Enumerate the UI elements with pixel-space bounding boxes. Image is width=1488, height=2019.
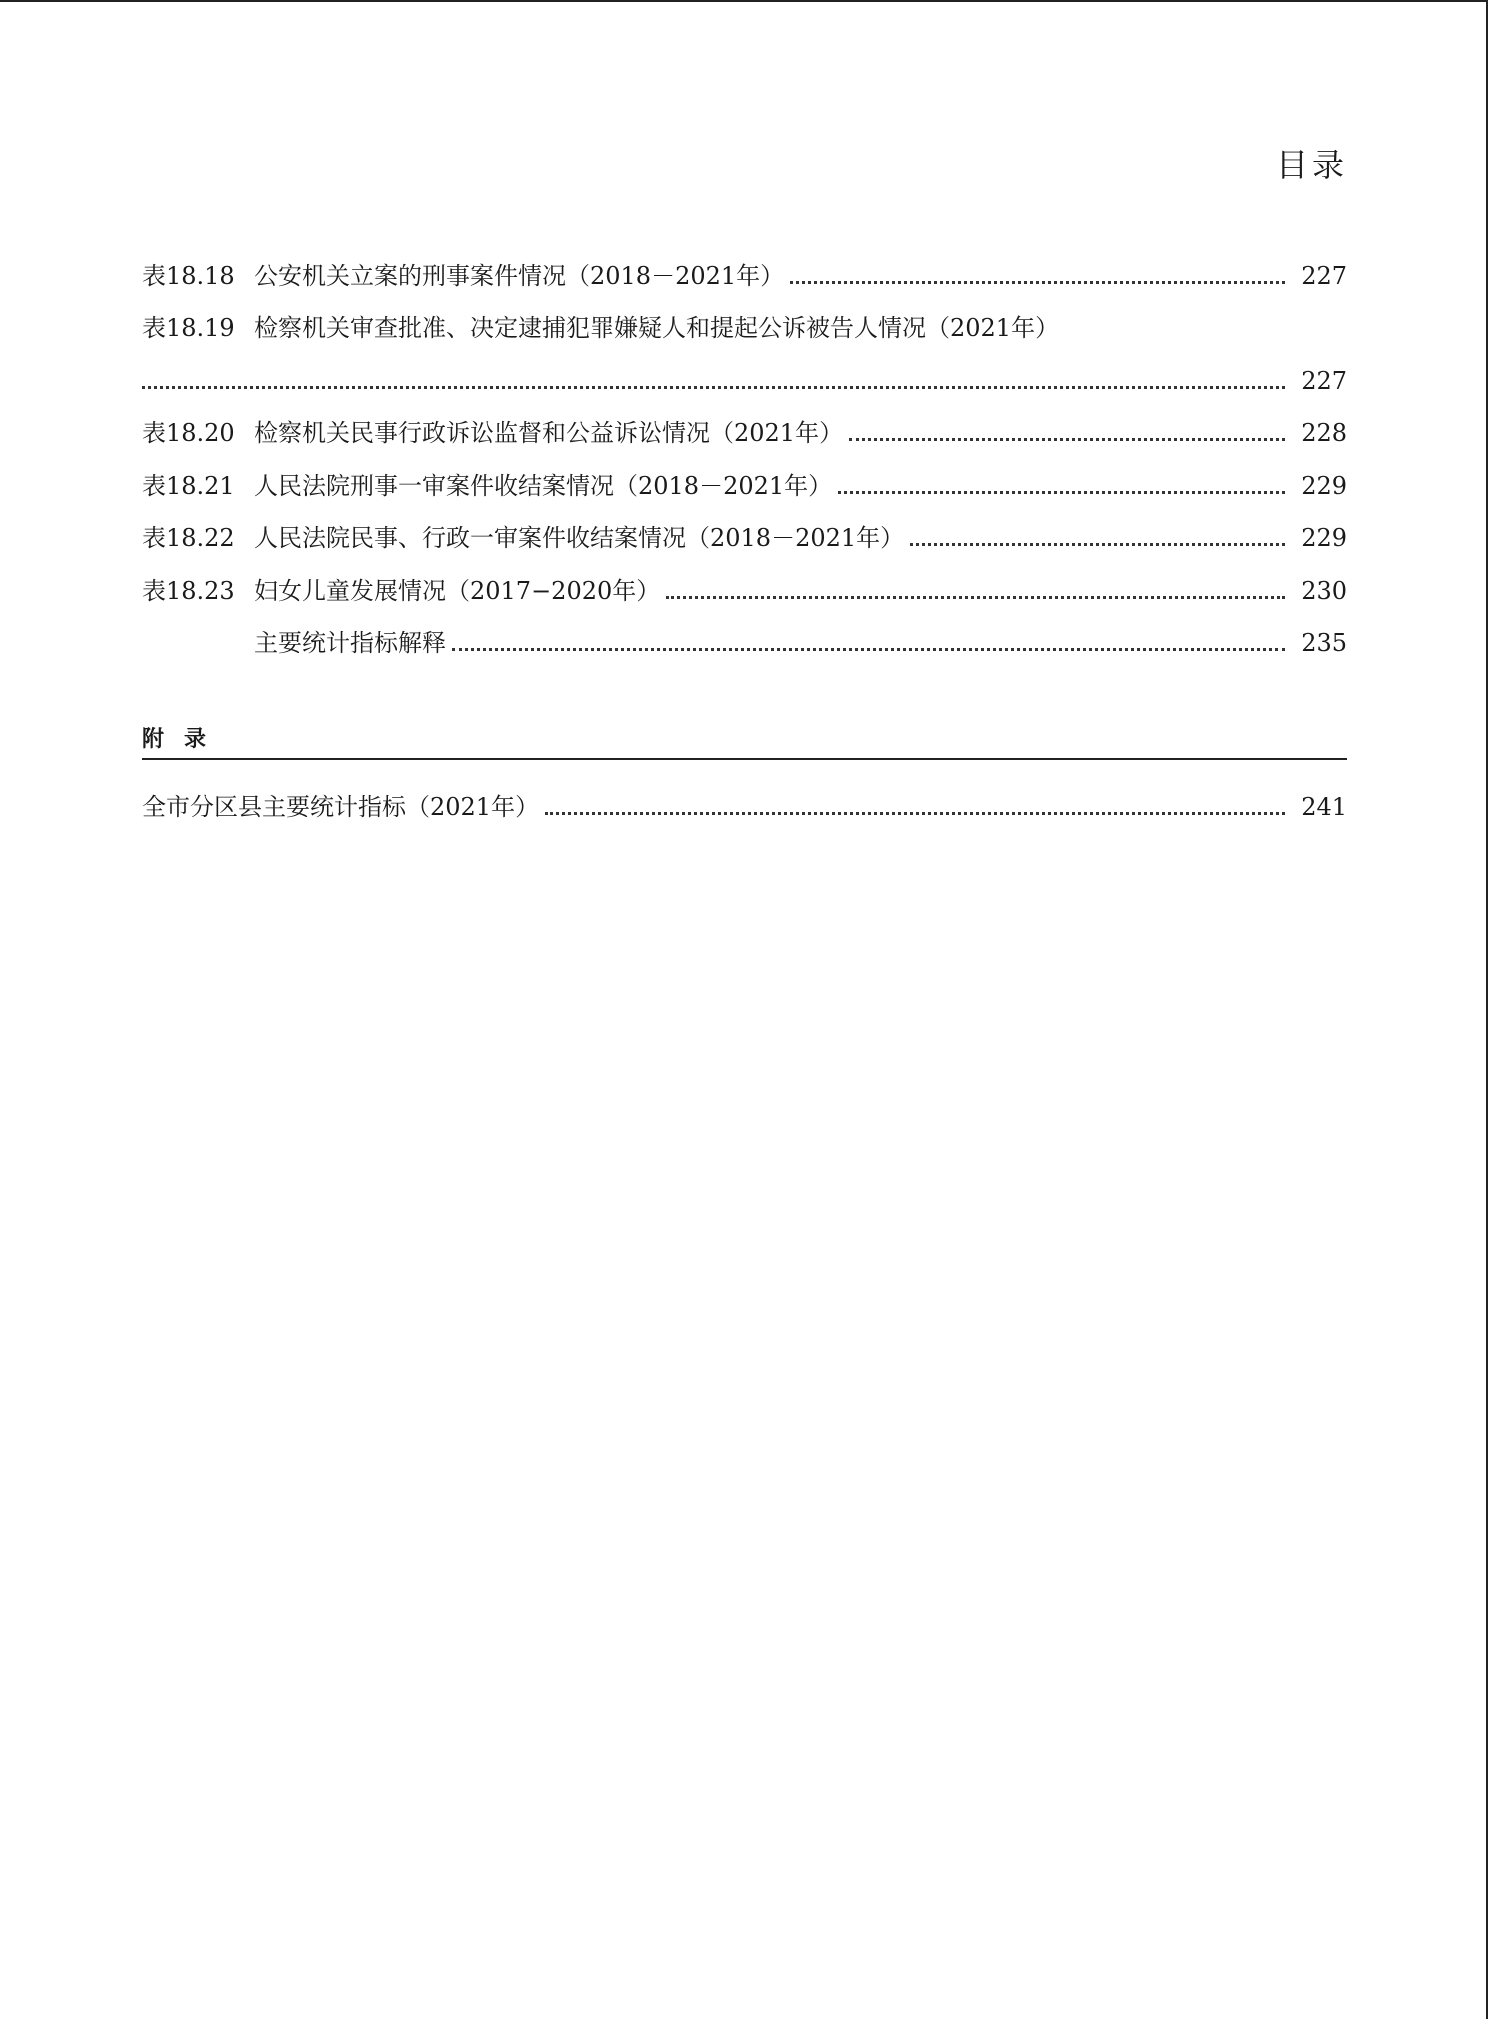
toc-entry-page: 227 [1301,262,1347,290]
toc-entry[interactable] [142,413,1347,453]
toc-entry-page: 229 [1301,524,1347,552]
toc-entry-page: 230 [1301,577,1347,605]
toc-entry-number: 表18.21 [142,472,235,500]
page-header-title: 目录 [1275,146,1348,184]
toc-entry-page: 235 [1301,629,1347,657]
toc-entry[interactable] [142,256,1347,296]
toc-entry[interactable] [142,518,1347,558]
toc-leader-dots [545,812,1285,815]
toc-entry[interactable] [142,787,1347,827]
toc-entry-page: 229 [1301,472,1347,500]
toc-leader-dots [849,438,1285,441]
toc-entry-title: 全市分区县主要统计指标（2021年） [142,793,540,821]
toc-entry-title: 检察机关民事行政诉讼监督和公益诉讼情况（2021年） [254,419,844,447]
toc-entry-page: 227 [1301,367,1347,395]
toc-entry-number: 表18.22 [142,524,235,552]
toc-entry-title: 主要统计指标解释 [254,629,446,657]
toc-entry-title: 检察机关审查批准、决定逮捕犯罪嫌疑人和提起公诉被告人情况（2021年） [254,314,1060,342]
appendix-divider [142,758,1347,760]
toc-entry-title: 人民法院民事、行政一审案件收结案情况（2018－2021年） [254,524,905,552]
toc-leader-dots [452,648,1285,651]
toc-entry-title: 妇女儿童发展情况（2017−2020年） [254,577,661,605]
toc-leader-dots [838,491,1285,494]
toc-entry-number: 表18.23 [142,577,235,605]
toc-entry-number: 表18.19 [142,314,235,342]
toc-entry[interactable] [142,571,1347,611]
page-top-border [0,0,1488,2]
toc-entry-page: 241 [1301,793,1347,821]
appendix-heading: 附录 [142,727,227,752]
toc-leader-dots [142,386,1285,389]
toc-entry[interactable] [142,623,1347,663]
toc-entry-title: 人民法院刑事一审案件收结案情况（2018－2021年） [254,472,833,500]
toc-entry-number: 表18.20 [142,419,235,447]
toc-entry-title: 公安机关立案的刑事案件情况（2018－2021年） [254,262,785,290]
toc-entry[interactable] [142,308,1347,348]
toc-entry-number: 表18.18 [142,262,235,290]
toc-leader-dots [790,281,1285,284]
toc-leader-dots [666,596,1285,599]
toc-entry[interactable] [142,466,1347,506]
toc-leader-dots [910,543,1285,546]
toc-entry-page: 228 [1301,419,1347,447]
toc-entry-continuation[interactable] [142,361,1347,401]
